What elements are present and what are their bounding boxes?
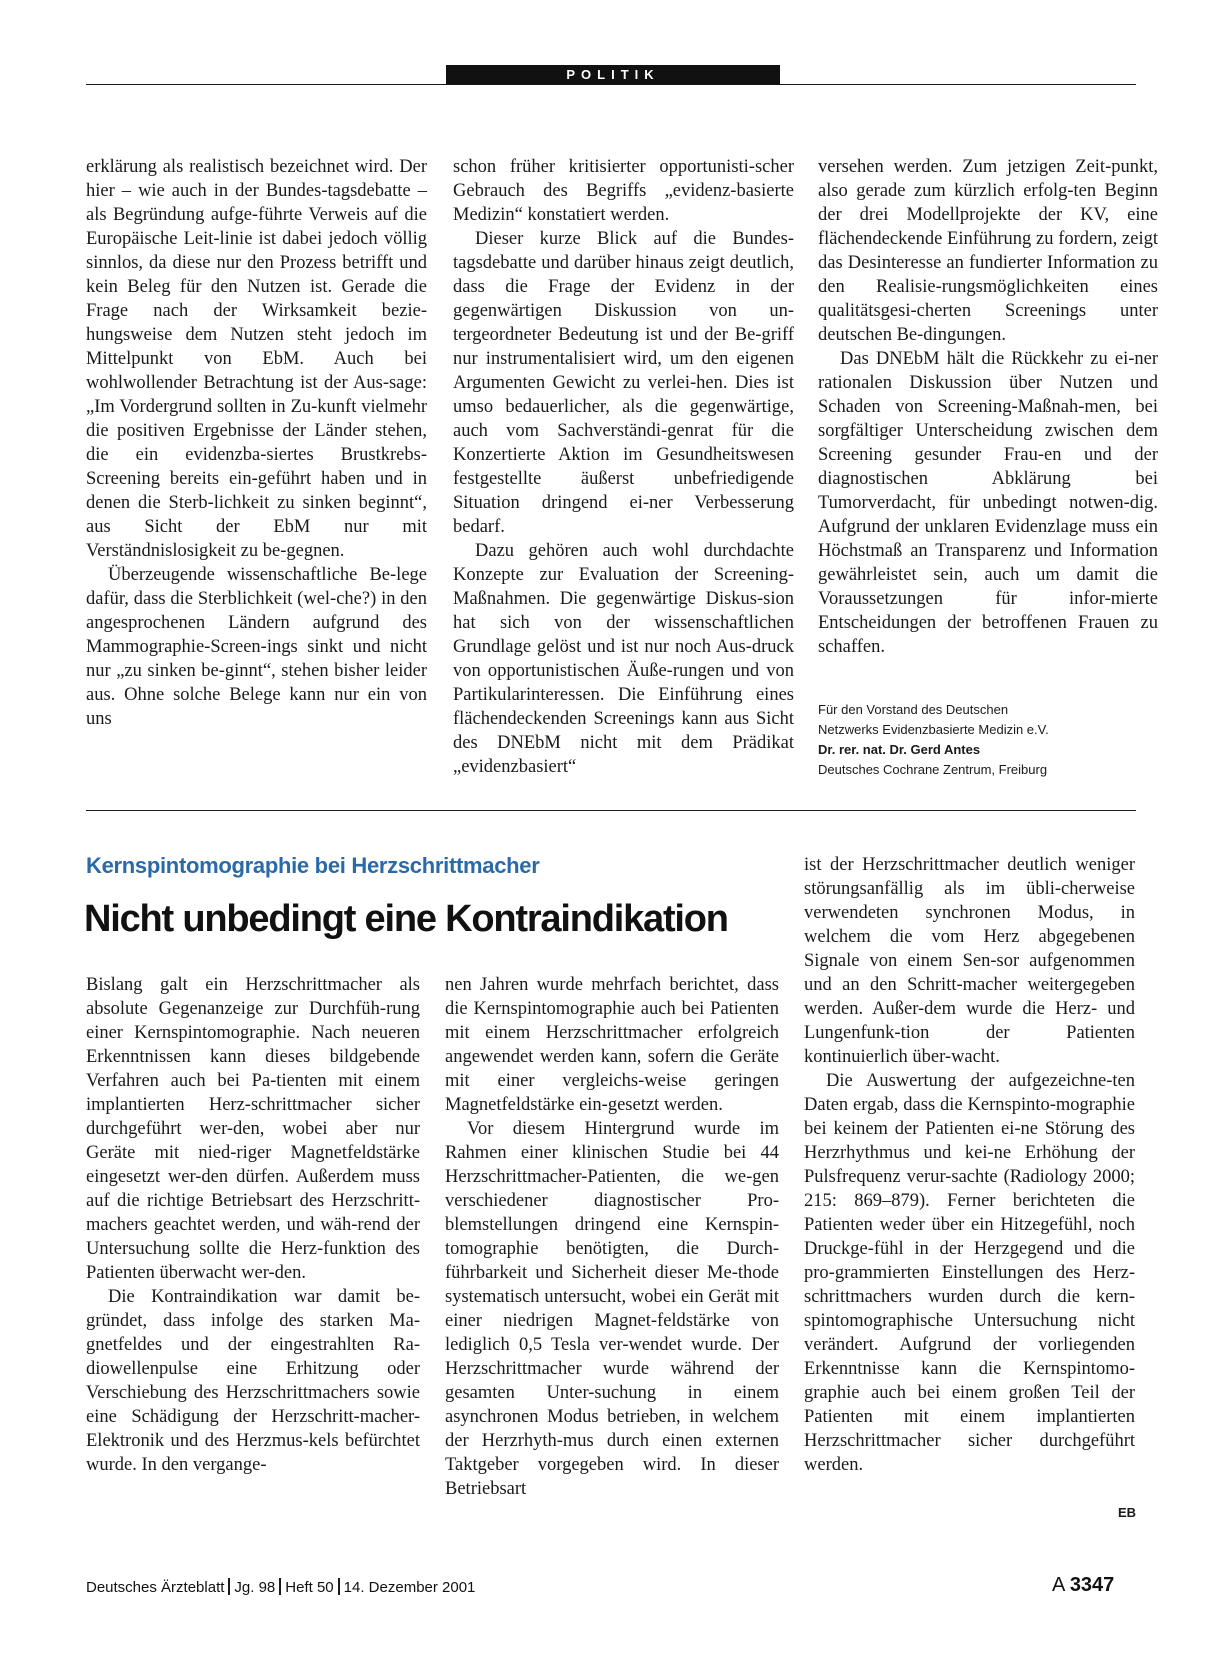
article-headline: Nicht unbedingt eine Kontraindikation: [84, 898, 728, 940]
paragraph: Die Kontraindikation war damit be-gründet, dass infolge des starken Ma-gnetfeldes und der eingestrahlten Ra-diowellenpulse eine Erhitzung oder Verschiebung des Herzschrittmachers sowie eine Schädigung der Herzschritt-macher-Elektronik und des Herzmus-kels befürchtet wurde. In den vergange-: [86, 1287, 420, 1475]
footer-separator: [228, 1578, 230, 1595]
article-kicker: Kernspintomographie bei Herzschrittmacher: [86, 853, 540, 878]
journal-name: Deutsches Ärzteblatt: [86, 1579, 225, 1596]
paragraph: erklärung als realistisch bezeichnet wird. Der hier – wie auch in der Bundes-tagsdebatte – als Begründung aufge-führte Verweis auf die Europäische Leit-linie ist dabei jedoch völlig sinnlos, da diese nur den Prozess betrifft und kein Beleg für den Nutzen ist. Gerade die Frage nach der Wirksamkeit bezie-hungsweise dem Nutzen steht jedoch im Mittelpunkt von EbM. Auch bei wohlwollender Betrachtung ist der Aus-sage: „Im Vordergrund sollten in Zu-kunft vielmehr die positiven Ergebnisse der Länder stehen, die ein evidenzba-siertes Brustkrebs-Screening bereits ein-geführt haben und in denen die Sterb-lichkeit zu sinken beginnt“, aus Sicht der EbM nur mit Verständnislosigkeit zu be-gegnen.: [86, 157, 427, 561]
journal-volume: Jg. 98: [234, 1579, 276, 1596]
footer-separator: [279, 1578, 281, 1595]
journal-issue: Heft 50: [285, 1579, 334, 1596]
signature-affiliation: Deutsches Cochrane Zentrum, Freiburg: [818, 762, 1048, 777]
author-initials: EB: [1118, 1505, 1137, 1520]
signature-line: Netzwerks Evidenzbasierte Medizin e.V.: [818, 722, 1049, 737]
page-number-value: 3347: [1069, 1574, 1115, 1596]
page-footer: [86, 1578, 475, 1596]
paragraph: versehen werden. Zum jetzigen Zeit-punkt, also gerade zum kürzlich erfolg-ten Beginn der drei Modellprojekte der KV, eine flächendeckende Einführung zu fordern, zeigt das Desinteresse an fundierter Information zu den Realisie-rungsmöglichkeiten eines qualitätsgesi-cherten Screenings unter deutschen Be-dingungen.: [818, 157, 1158, 345]
paragraph: Überzeugende wissenschaftliche Be-lege dafür, dass die Sterblichkeit (wel-che?) in den angesprochenen Ländern aufgrund des Mammographie-Screen-ings sinkt und nicht nur „zu sinken be-ginnt“, stehen bisher leider aus. Ohne solche Belege kann nur ein von uns: [86, 565, 427, 729]
paragraph: Bislang galt ein Herzschrittmacher als absolute Gegenanzeige zur Durchfüh-rung einer Kernspintomographie. Nach neueren Erkenntnissen kann dieses bildgebende Verfahren auch bei Pa-tienten mit einem implantierten Herz-schrittmacher sicher durchgeführt wer-den, wobei aber nur Geräte mit nied-riger Magnetfeldstärke eingesetzt wer-den dürfen. Außerdem muss auf die richtige Betriebsart des Herzschritt-machers geachtet werden, und wäh-rend der Untersuchung sollte die Herz-funktion des Patienten überwacht wer-den.: [86, 975, 420, 1283]
signature-line: Für den Vorstand des Deutschen: [818, 702, 1009, 717]
signature-name: Dr. rer. nat. Dr. Gerd Antes: [818, 742, 981, 757]
paragraph: ist der Herzschrittmacher deutlich weniger störungsanfällig als im übli-cherweise verwendeten synchronen Modus, in welchem die vom Herz abgegebenen Signale von einem Sen-sor aufgenommen und an den Schritt-macher weitergegeben werden. Außer-dem wurde die Herz- und Lungenfunk-tion der Patienten kontinuierlich über-wacht.: [804, 855, 1135, 1067]
paragraph: schon früher kritisierter opportunisti-scher Gebrauch des Begriffs „evidenz-basierte Medizin“ konstatiert werden.: [453, 157, 794, 225]
paragraph: Dazu gehören auch wohl durchdachte Konzepte zur Evaluation der Screening-Maßnahmen. Die gegenwärtige Diskus-sion hat sich von der wissenschaftlichen Grundlage gelöst und ist nur noch Aus-druck von opportunistischen Äuße-rungen und von Partikularinteressen. Die Einführung eines flächendeckenden Screenings kann aus Sicht des DNEbM nicht mit dem Prädikat „evidenzbasiert“: [453, 541, 794, 777]
letter-column-1: [86, 155, 427, 731]
article-column-3: [804, 853, 1135, 1477]
paragraph: Die Auswertung der aufgezeichne-ten Daten ergab, dass die Kernspinto-mographie bei keinem der Patienten ei-ne Störung des Herzrhythmus und kei-ne Erhöhung der Pulsfrequenz verur-sachte (Radiology 2000; 215: 869–879). Ferner berichteten die Patienten weder über ein Hitzegefühl, noch Druckge-fühl in der Herzgegend und die pro-grammierten Einstellungen des Herz-schrittmachers wurden durch die kern-spintomographische Untersuchung nicht verändert. Aufgrund der vorliegenden Erkenntnisse kann die Kernspintomo-graphie auch bei einem großen Teil der Patienten mit einem implantierten Herzschrittmacher sicher durchgeführt werden.: [804, 1071, 1135, 1475]
section-divider: [86, 810, 1136, 811]
footer-separator: [338, 1578, 340, 1595]
page-prefix: A: [1052, 1574, 1065, 1596]
article-column-1: [86, 973, 420, 1477]
paragraph: nen Jahren wurde mehrfach berichtet, dass die Kernspintomographie auch bei Patienten mit einem Herzschrittmacher erfolgreich angewendet werden kann, sofern die Geräte mit einer vergleichs-weise geringen Magnetfeldstärke ein-gesetzt werden.: [445, 975, 779, 1115]
journal-date: 14. Dezember 2001: [343, 1579, 476, 1596]
paragraph: Vor diesem Hintergrund wurde im Rahmen einer klinischen Studie bei 44 Herzschrittmacher-Patienten, die we-gen verschiedener diagnostischer Pro-blemstellungen dringend eine Kernspin-tomographie benötigten, die Durch-führbarkeit und Sicherheit dieser Me-thode systematisch untersucht, wobei ein Gerät mit einer niedrigen Magnet-feldstärke von lediglich 0,5 Tesla ver-wendet wurde. Der Herzschrittmacher wurde während der gesamten Unter-suchung in einem asynchronen Modus betrieben, in welchem der Herzrhyth-mus durch einen externen Taktgeber vorgegeben wird. In dieser Betriebsart: [445, 1119, 779, 1499]
page-number: [1052, 1574, 1114, 1597]
paragraph: Dieser kurze Blick auf die Bundes-tagsdebatte und darüber hinaus zeigt deutlich, dass die Frage der Evidenz in der gegenwärtigen Diskussion von un-tergeordneter Bedeutung ist und der Be-griff nur instrumentalisiert wird, um den eigenen Argumenten Gewicht zu verlei-hen. Dies ist umso bedauerlicher, als die gegenwärtige, auch vom Sachverständi-genrat für die Konzertierte Aktion im Gesundheitswesen festgestellte äußerst unbefriedigende Situation dringend ei-ner Verbesserung bedarf.: [453, 229, 794, 537]
letter-signature: [818, 700, 1158, 780]
article-column-2: [445, 973, 779, 1501]
section-tag: POLITIK: [446, 65, 780, 85]
letter-column-2: [453, 155, 794, 779]
paragraph: Das DNEbM hält die Rückkehr zu ei-ner rationalen Diskussion über Nutzen und Schaden von Screening-Maßnah-men, bei sorgfältiger Unterscheidung zwischen dem Screening gesunder Frau-en und der diagnostischen Abklärung bei Tumorverdacht, für unbedingt notwen-dig. Aufgrund der unklaren Evidenzlage muss ein Höchstmaß an Transparenz und Information gewährleistet sein, auch um damit die Voraussetzungen für infor-mierte Entscheidungen der betroffenen Frauen zu schaffen.: [818, 349, 1158, 657]
letter-column-3: [818, 155, 1158, 659]
